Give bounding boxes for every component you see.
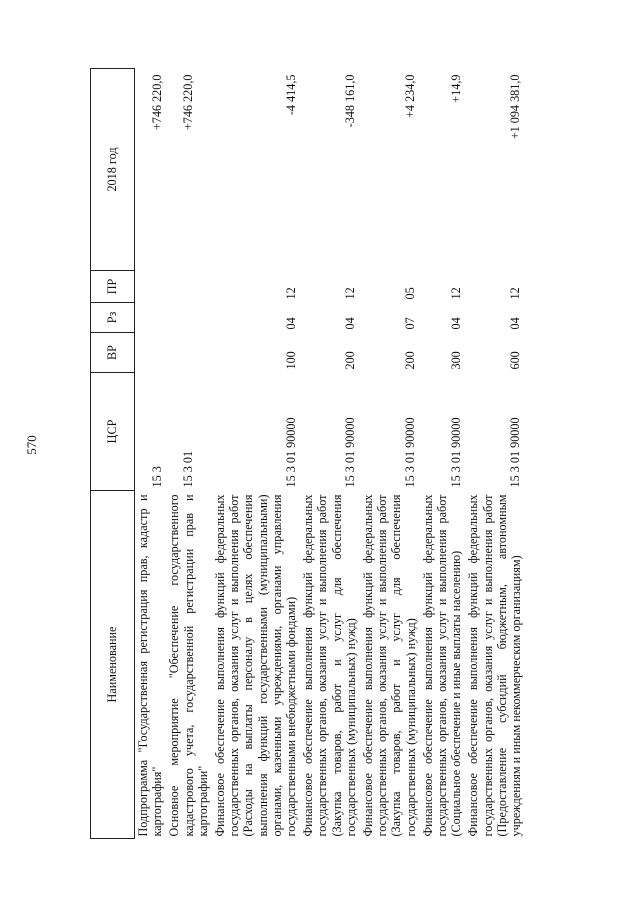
- row-value: +746 220,0: [150, 74, 164, 131]
- table-row: [465, 69, 527, 839]
- row-name: Финансовое обеспечение выполнения функций федеральных государственных органов, оказания услуг и выполнения работ (Предоставление субсидий бюджетным, автономным учреждениям и иным некоммерческим организациям): [466, 494, 524, 837]
- row-csr: 15 3 01: [181, 450, 196, 488]
- row-csr: 15 3: [150, 466, 164, 488]
- table-row: [420, 69, 466, 839]
- row-pr: 12: [284, 287, 299, 300]
- row-vr: [135, 333, 167, 373]
- header-year: 2018 год: [91, 69, 135, 271]
- row-vr: 300: [448, 351, 463, 370]
- row-value: +4 234,0: [403, 74, 418, 118]
- row-value: +1 094 381,0: [508, 74, 523, 140]
- row-pr: [166, 271, 212, 303]
- row-pr: 05: [403, 287, 418, 300]
- row-pr: [135, 271, 167, 303]
- row-pr: 12: [508, 287, 523, 300]
- row-rz: 04: [343, 317, 358, 330]
- header-csr: ЦСР: [91, 373, 135, 491]
- row-value: -4 414,5: [284, 74, 299, 116]
- row-vr: 600: [508, 351, 523, 370]
- row-csr: 15 3 01 90000: [343, 417, 358, 488]
- row-pr: 12: [343, 287, 358, 300]
- header-pr: ПР: [91, 271, 135, 303]
- row-vr: 200: [343, 351, 358, 370]
- row-name: Основное мероприятие "Обеспечение государственного кадастрового учета, государственной регистрации прав и картографии": [167, 494, 210, 837]
- header-row: [91, 69, 135, 839]
- row-vr: 100: [284, 351, 299, 370]
- row-csr: 15 3 01 90000: [403, 417, 418, 488]
- header-vr: ВР: [91, 333, 135, 373]
- row-rz: 04: [284, 317, 299, 330]
- row-vr: [166, 333, 212, 373]
- table-row: [300, 69, 360, 839]
- row-name: Подпрограмма "Государственная регистрация прав, кадастр и картография": [136, 494, 165, 837]
- row-vr: 200: [403, 351, 418, 370]
- row-csr: 15 3 01 90000: [508, 417, 523, 488]
- row-name: Финансовое обеспечение выполнения функций федеральных государственных органов, оказания услуг и выполнения работ (Закупка товаров, работ и услуг для обеспечения государственных (муниципальных) нужд): [301, 494, 358, 837]
- row-name: Финансовое обеспечение выполнения функций федеральных государственных органов, оказания услуг и выполнения работ (Закупка товаров, работ и услуг для обеспечения государственных (муниципальных) нужд): [361, 494, 418, 837]
- row-value: -348 161,0: [343, 74, 358, 128]
- row-value: +746 220,0: [181, 74, 196, 131]
- table-row: [212, 69, 300, 839]
- table-row: [360, 69, 420, 839]
- row-rz: 04: [508, 317, 523, 330]
- budget-table: [90, 68, 527, 839]
- page-number: 570: [24, 435, 39, 455]
- row-rz: [135, 303, 167, 333]
- row-pr: 12: [448, 287, 463, 300]
- table-row: [166, 69, 212, 839]
- row-rz: 07: [403, 317, 418, 330]
- row-csr: 15 3 01 90000: [448, 417, 463, 488]
- row-rz: 04: [448, 317, 463, 330]
- row-rz: [166, 303, 212, 333]
- header-name: Наименование: [91, 491, 135, 839]
- row-name: Финансовое обеспечение выполнения функций федеральных государственных органов, оказания услуг и выполнения работ (Социальное обеспечение и иные выплаты населению): [420, 494, 464, 837]
- header-rz: Рз: [91, 303, 135, 333]
- row-name: Финансовое обеспечение выполнения функций федеральных государственных органов, оказания услуг и выполнения работ (Расходы на выплаты персоналу в целях обеспечения выполнения функций государственными (муниципальными) органами, казенными учреждениями, органами управления государственными внебюджетными фондами): [213, 494, 299, 837]
- row-csr: 15 3 01 90000: [284, 417, 299, 488]
- table-row: [135, 69, 167, 839]
- row-value: +14,9: [448, 74, 463, 103]
